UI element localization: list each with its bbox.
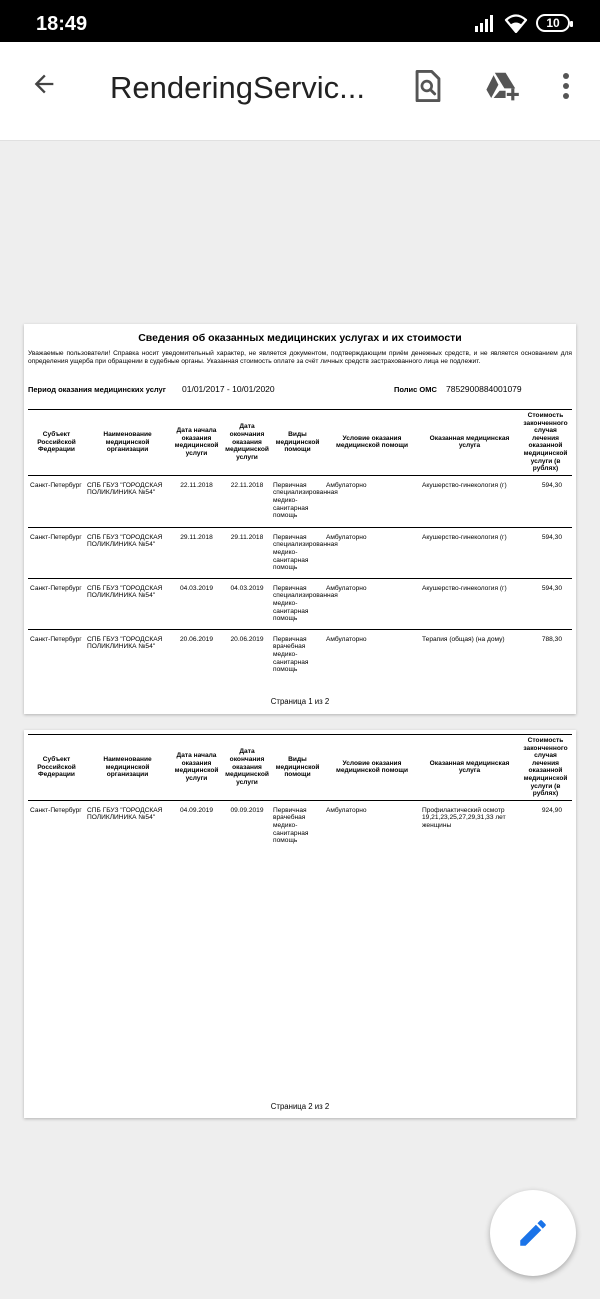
col-header: Оказанная медицинская услуга: [420, 410, 519, 476]
col-header: Наименование медицинской организации: [85, 410, 170, 476]
period-value: 01/01/2017 - 10/01/2020: [182, 384, 275, 394]
cell-cost: 594,30: [519, 578, 572, 629]
more-options-button[interactable]: [546, 66, 586, 106]
document-title: RenderingServic...: [110, 70, 366, 105]
col-header: Виды медицинской помощи: [271, 735, 324, 801]
add-to-drive-icon: [484, 70, 520, 102]
cell-condition: Амбулаторно: [324, 578, 420, 629]
add-to-drive-button[interactable]: [482, 66, 522, 106]
table-row: [28, 800, 572, 852]
col-header: Дата начала оказания медицинской услуги: [170, 735, 223, 801]
col-header: Дата окончания оказания медицинской услуги: [223, 735, 271, 801]
cell-cost: 594,30: [519, 527, 572, 578]
signal-icon: [474, 14, 496, 32]
col-header: Условие оказания медицинской помощи: [324, 735, 420, 801]
more-vert-icon: [562, 72, 570, 100]
cell-start: 22.11.2018: [170, 475, 223, 527]
edit-fab-button[interactable]: [490, 1190, 576, 1276]
cell-service: Профилактический осмотр 19,21,23,25,27,29,31,33 лет женщины: [422, 806, 506, 829]
cell-condition: Амбулаторно: [326, 635, 367, 643]
cell-cost: 924,90: [541, 806, 562, 814]
col-header: Дата окончания оказания медицинской услуги: [223, 410, 271, 476]
col-header: Условие оказания медицинской помощи: [324, 410, 420, 476]
cell-type: Первичная врачебная медико-санитарная помощь: [273, 806, 309, 845]
col-header: Стоимость законченного случая лечения оказанной медицинской услуги (в рублях): [519, 410, 572, 476]
table-row: [28, 527, 572, 578]
pdf-page-2: [24, 730, 576, 1118]
cell-cost: 788,30: [541, 635, 562, 643]
cell-type: Первичная специализированная медико-санитарная помощь: [271, 578, 324, 629]
col-header: Оказанная медицинская услуга: [420, 735, 519, 801]
cell-condition: Амбулаторно: [326, 806, 367, 814]
cell-start: 29.11.2018: [170, 527, 223, 578]
cell-region: Санкт-Петербург: [28, 475, 85, 527]
cell-type: Первичная врачебная медико-санитарная помощь: [273, 635, 309, 674]
status-time: 18:49: [36, 13, 88, 35]
page-number: Страница 1 из 2: [270, 697, 330, 706]
status-bar: [0, 0, 600, 42]
table-row: [28, 629, 572, 680]
pencil-icon: [516, 1216, 550, 1250]
col-header: Дата начала оказания медицинской услуги: [170, 410, 223, 476]
cell-region: Санкт-Петербург: [30, 635, 82, 643]
polis-label: Полис ОМС: [394, 385, 437, 394]
cell-org: СПБ ГБУЗ "ГОРОДСКАЯ ПОЛИКЛИНИКА №54": [87, 635, 163, 651]
cell-start: 20.06.2019: [179, 635, 213, 643]
cell-end: 22.11.2018: [223, 475, 271, 527]
page-number: Страница 2 из 2: [270, 1102, 330, 1111]
cell-condition: Амбулаторно: [324, 527, 420, 578]
services-table-page-1: [28, 409, 572, 680]
cell-region: Санкт-Петербург: [30, 806, 82, 814]
app-bar: [0, 42, 600, 141]
table-row: [28, 578, 572, 629]
cell-service: Акушерство-гинекология (г): [420, 578, 519, 629]
cell-end: 04.03.2019: [223, 578, 271, 629]
cell-service: Терапия (общая) (на дому): [422, 635, 505, 643]
find-in-page-icon: [413, 69, 443, 103]
col-header: Субъект Российской Федерации: [28, 735, 85, 801]
cell-service: Акушерство-гинекология (г): [420, 475, 519, 527]
cell-org: СПБ ГБУЗ "ГОРОДСКАЯ ПОЛИКЛИНИКА №54": [85, 578, 170, 629]
cell-end: 20.06.2019: [230, 635, 264, 643]
col-header: Наименование медицинской организации: [85, 735, 170, 801]
cell-service: Акушерство-гинекология (г): [420, 527, 519, 578]
services-table-page-2: [28, 734, 572, 852]
arrow-back-icon: [30, 70, 58, 98]
report-notice: Уважаемые пользователи! Справка носит уведомительный характер, не является документом, подтверждающим приём денежных средств, и не является основанием для определения ущерба при обращении в судебные органы. Указанная стоимость оплате за счёт личных средств застрахованного лица не подлежит.: [28, 350, 572, 365]
find-in-page-button[interactable]: [408, 66, 448, 106]
col-header: Стоимость законченного случая лечения оказанной медицинской услуги (в рублях): [519, 735, 572, 801]
wifi-icon: [504, 13, 528, 33]
battery-icon: 10: [536, 14, 570, 32]
cell-org: СПБ ГБУЗ "ГОРОДСКАЯ ПОЛИКЛИНИКА №54": [85, 475, 170, 527]
cell-condition: Амбулаторно: [324, 475, 420, 527]
back-button[interactable]: [26, 66, 62, 102]
cell-type: Первичная специализированная медико-санитарная помощь: [271, 527, 324, 578]
report-title: Сведения об оказанных медицинских услугах и их стоимости: [138, 332, 462, 344]
col-header: Субъект Российской Федерации: [28, 410, 85, 476]
cell-org: СПБ ГБУЗ "ГОРОДСКАЯ ПОЛИКЛИНИКА №54": [85, 527, 170, 578]
cell-cost: 594,30: [519, 475, 572, 527]
cell-type: Первичная специализированная медико-санитарная помощь: [271, 475, 324, 527]
col-header: Виды медицинской помощи: [271, 410, 324, 476]
table-header-row: [28, 410, 572, 476]
cell-end: 29.11.2018: [223, 527, 271, 578]
pdf-page-1: [24, 324, 576, 714]
cell-org: СПБ ГБУЗ "ГОРОДСКАЯ ПОЛИКЛИНИКА №54": [87, 806, 163, 822]
status-icons: [474, 12, 570, 34]
cell-region: Санкт-Петербург: [28, 527, 85, 578]
polis-value: 7852900884001079: [446, 384, 522, 394]
cell-start: 04.03.2019: [170, 578, 223, 629]
cell-region: Санкт-Петербург: [28, 578, 85, 629]
period-label: Период оказания медицинских услуг: [28, 385, 166, 394]
cell-end: 09.09.2019: [230, 806, 264, 814]
table-header-row: [28, 735, 572, 801]
table-row: [28, 475, 572, 527]
cell-start: 04.09.2019: [179, 806, 213, 814]
